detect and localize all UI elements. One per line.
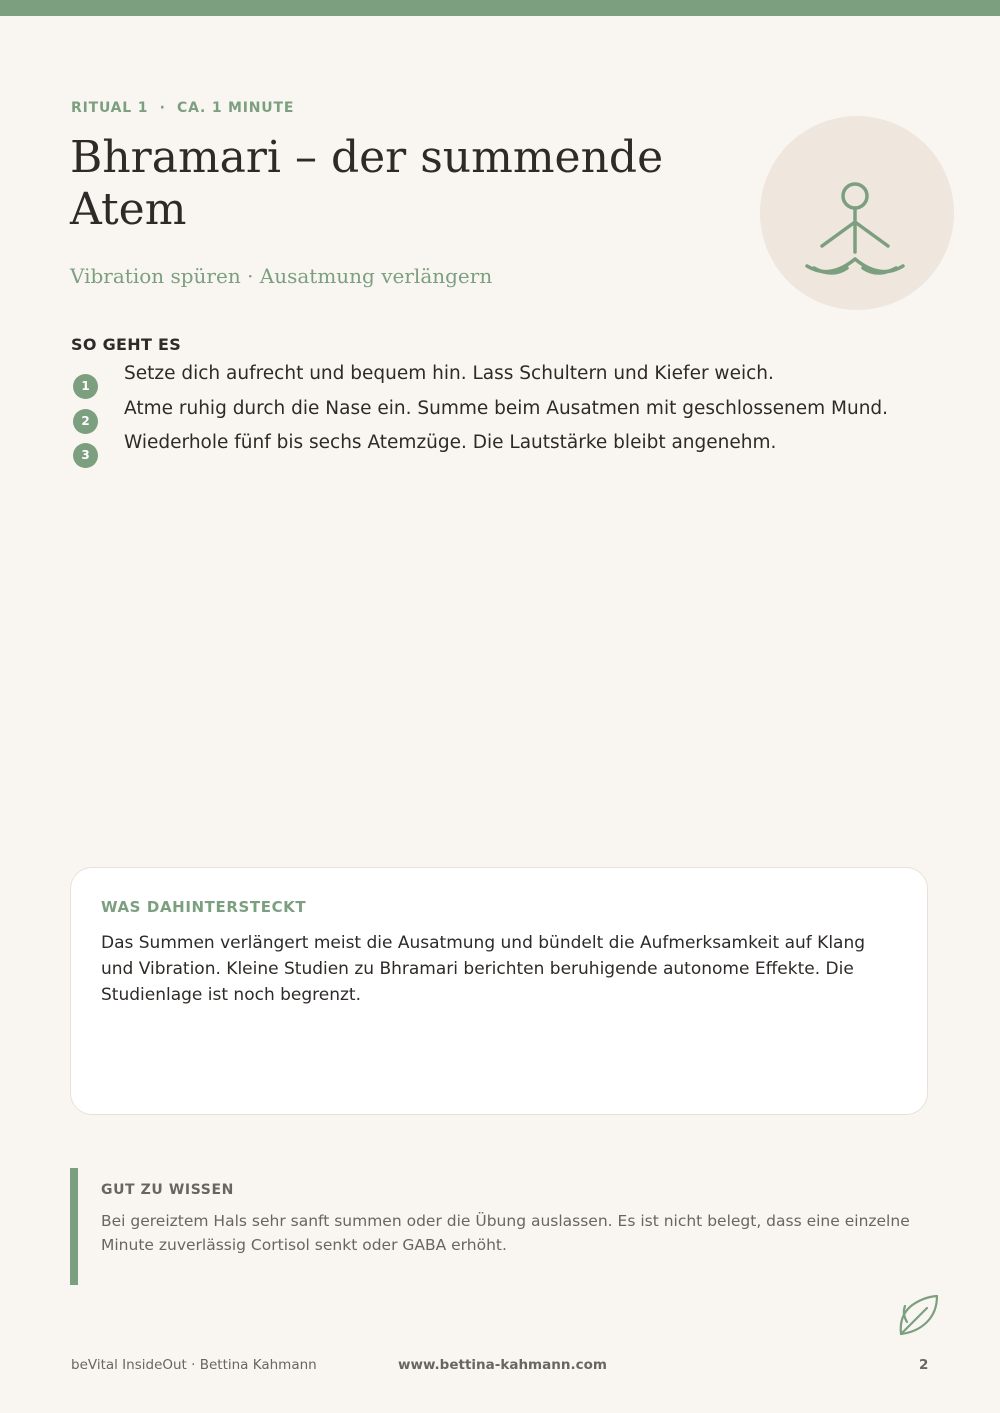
step-number-badge: 1 [73, 374, 98, 399]
page-title: Bhramari – der summende Atem [70, 132, 664, 235]
steps-heading: SO GEHT ES [71, 335, 182, 354]
info-card-body: Das Summen verlängert meist die Ausatmung und bündelt die Aufmerksamkeit auf Klang und Vibration. Kleine Studien zu Bhramari berichten beruhigende autonome Effekte. Die Studienlage ist noch begrenzt. [101, 933, 866, 1005]
step-item [73, 431, 953, 466]
step-item [73, 362, 953, 397]
emblem-circle [760, 116, 954, 310]
meditation-figure-icon [760, 116, 954, 310]
step-item [73, 397, 953, 432]
step-number-badge: 3 [73, 443, 98, 468]
step-text: Wiederhole fünf bis sechs Atemzüge. Die Lautstärke bleibt angenehm. [124, 432, 777, 453]
steps-list [73, 362, 953, 466]
page-subtitle: Vibration spüren · Ausatmung verlängern [70, 264, 493, 288]
top-accent-bar [0, 0, 1000, 16]
note-heading: GUT ZU WISSEN [101, 1182, 234, 1198]
note-body: Bei gereiztem Hals sehr sanft summen oder die Übung auslassen. Es ist nicht belegt, dass eine einzelne Minute zuverlässig Cortisol senkt oder GABA erhöht. [101, 1212, 910, 1254]
step-text: Atme ruhig durch die Nase ein. Summe beim Ausatmen mit geschlossenem Mund. [124, 397, 889, 419]
note-callout [70, 1168, 930, 1285]
leaf-icon [893, 1292, 941, 1340]
info-card-heading: WAS DAHINTERSTECKT [101, 898, 307, 916]
footer-brand: beVital InsideOut · Bettina Kahmann [71, 1357, 317, 1373]
ritual-eyebrow: RITUAL 1 · CA. 1 MINUTE [71, 100, 295, 116]
footer-website-link[interactable]: www.bettina-kahmann.com [398, 1357, 607, 1373]
note-accent-bar [70, 1168, 78, 1285]
step-text: Setze dich aufrecht und bequem hin. Lass Schultern und Kiefer weich. [124, 363, 774, 384]
step-number-badge: 2 [73, 409, 98, 434]
info-card [70, 867, 928, 1115]
page-number: 2 [919, 1357, 929, 1373]
